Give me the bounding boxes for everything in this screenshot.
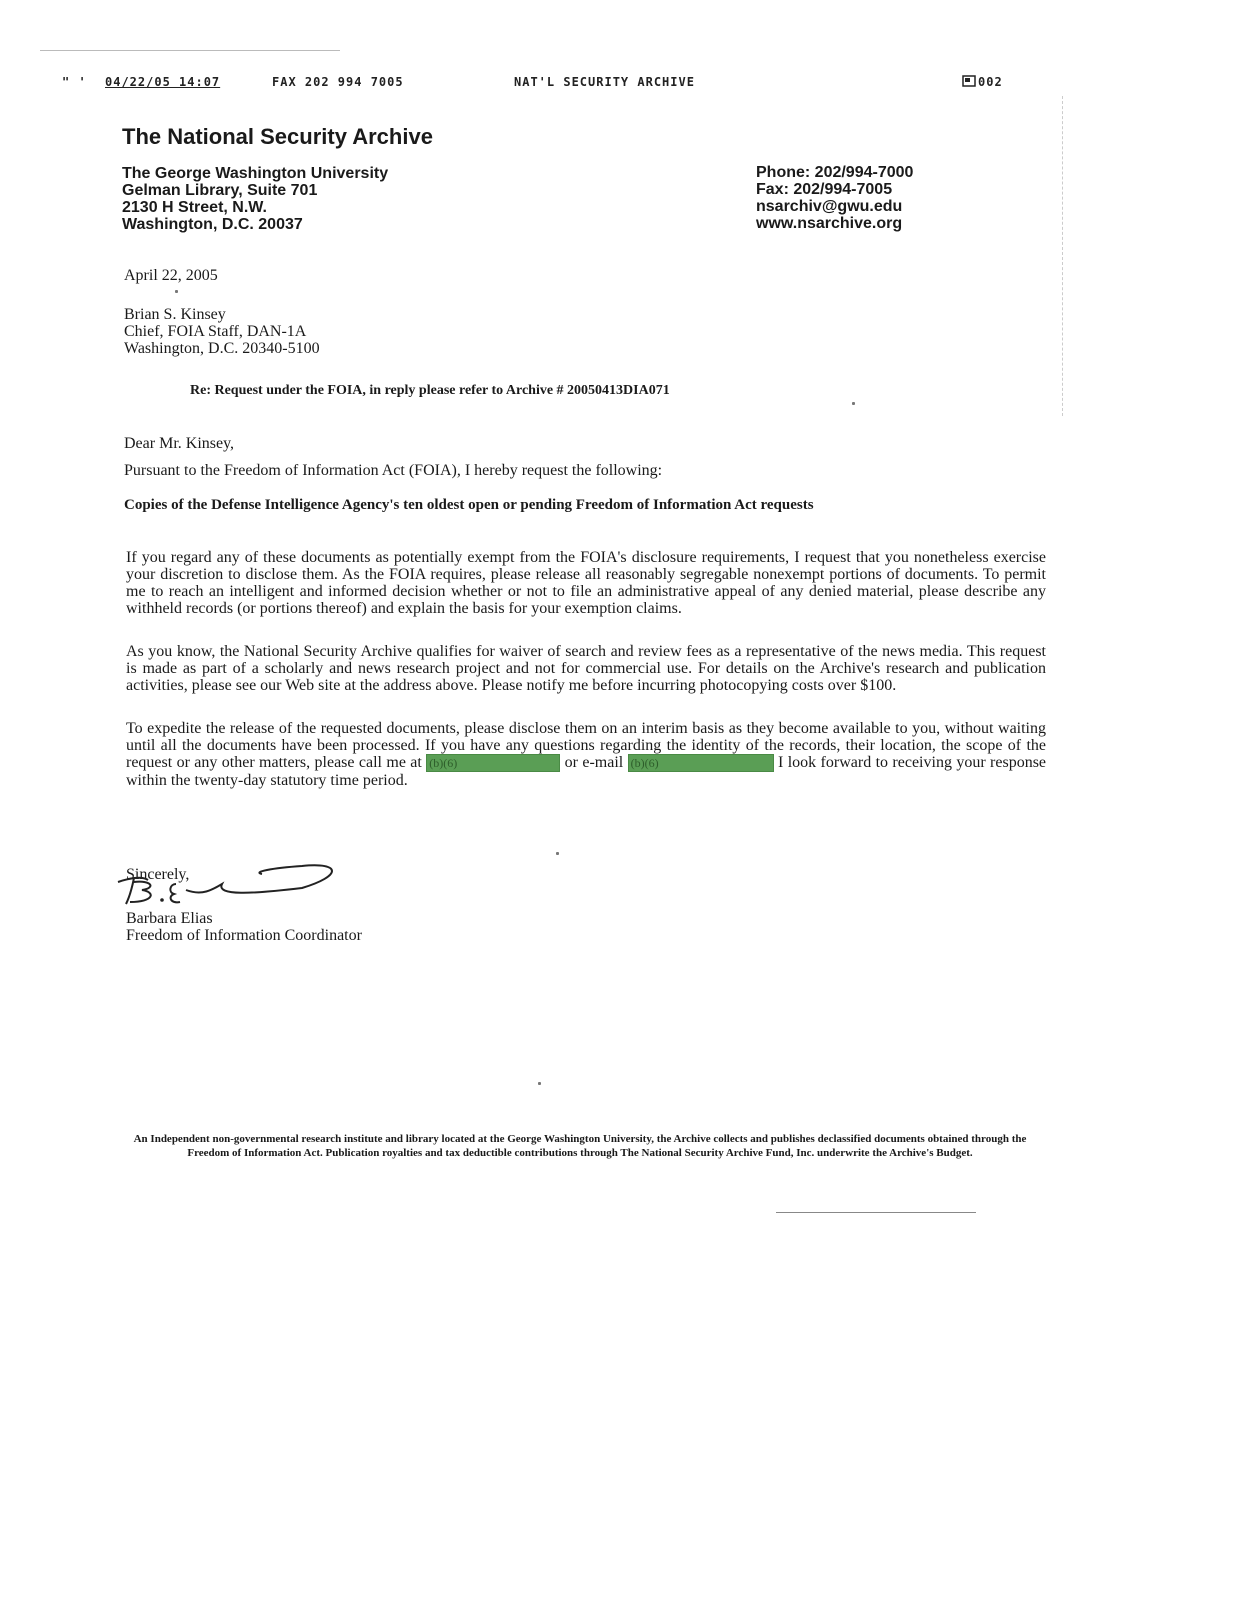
fax-number: FAX 202 994 7005 xyxy=(272,75,404,89)
paragraph-exemptions: If you regard any of these documents as potentially exempt from the FOIA's disclosure requirements, I request that you nonetheless exercise your discretion to disclose them. As the FOIA requires, please release all reasonably segregable nonexempt portions of documents. To permit me to reach an intelligent and informed decision whether or not to file an administrative appeal of any denied material, please describe any withheld records (or portions thereof) and explain the basis for your exemption claims. xyxy=(126,549,1046,617)
scan-artifact-line xyxy=(40,50,340,51)
footer-note: An Independent non-governmental research institute and library located at the George Washington University, the Archive collects and publishes declassified documents obtained through the Freedom of Information Act. Publication royalties and tax deductible contributions through The National Security Archive Fund, Inc. underwrite the Archive's Budget. xyxy=(133,1133,1027,1159)
fax-page-icon xyxy=(962,75,976,90)
recipient-block xyxy=(124,306,320,357)
signer-name: Barbara Elias xyxy=(126,910,213,927)
scan-speck xyxy=(538,1082,541,1085)
address-line: Washington, D.C. 20037 xyxy=(122,216,303,233)
letterhead-contact xyxy=(756,164,913,232)
paragraph-fee-waiver: As you know, the National Security Archive qualifies for waiver of search and review fees as a representative of the news media. This request is made as part of a scholarly and news research project and not for commercial use. For details on the Archive's research and publication activities, please see our Web site at the address above. Please notify me before incurring photocopying costs over $100. xyxy=(126,643,1046,694)
handwritten-signature xyxy=(112,862,352,924)
fax-date-time: 04/22/05 14:07 xyxy=(105,75,221,89)
contact-website: www.nsarchive.org xyxy=(756,215,903,232)
redaction-box-email: (b)(6) xyxy=(628,754,774,772)
scan-speck xyxy=(852,402,855,405)
expedite-text: To expedite the release of the requested documents, please disclose them on an interim basis as they become available to you, without waiting until all the documents have been processed. If you have any questions regarding the identity of the records, their location, the scope of the request or any other matters, please call me at xyxy=(126,720,1046,771)
email-label: or e-mail xyxy=(564,754,624,771)
scan-speck xyxy=(175,290,178,293)
recipient-title: Chief, FOIA Staff, DAN-1A xyxy=(124,323,307,340)
address-line: 2130 H Street, N.W. xyxy=(122,199,267,216)
contact-fax: Fax: 202/994-7005 xyxy=(756,181,893,198)
address-line: Gelman Library, Suite 701 xyxy=(122,182,318,199)
recipient-city: Washington, D.C. 20340-5100 xyxy=(124,340,320,357)
paragraph-expedite xyxy=(126,720,1046,789)
letter-date: April 22, 2005 xyxy=(124,267,218,284)
fax-prefix: " ' xyxy=(62,75,87,89)
re-line: Re: Request under the FOIA, in reply please refer to Archive # 20050413DIA071 xyxy=(190,383,670,398)
scan-artifact-line xyxy=(776,1212,976,1213)
scan-speck xyxy=(556,852,559,855)
letterhead-address xyxy=(122,165,388,233)
signer-title: Freedom of Information Coordinator xyxy=(126,927,362,944)
pursuant-line: Pursuant to the Freedom of Information Act (FOIA), I hereby request the following: xyxy=(124,462,663,479)
scan-edge-artifact xyxy=(1062,96,1064,416)
organization-title: The National Security Archive xyxy=(122,124,433,149)
fax-header xyxy=(62,75,1022,93)
fax-sender: NAT'L SECURITY ARCHIVE xyxy=(514,75,695,89)
recipient-name: Brian S. Kinsey xyxy=(124,306,226,323)
closing-request-text: I look forward to receiving your response within the twenty-day statutory time period. xyxy=(126,754,1047,789)
redaction-box-phone: (b)(6) xyxy=(426,754,560,772)
request-description: Copies of the Defense Intelligence Agency's ten oldest open or pending Freedom of Information Act requests xyxy=(124,497,814,513)
contact-email: nsarchiv@gwu.edu xyxy=(756,198,903,215)
salutation: Dear Mr. Kinsey, xyxy=(124,435,235,452)
address-line: The George Washington University xyxy=(122,165,389,182)
fax-page-number: 002 xyxy=(978,75,1003,89)
closing: Sincerely, xyxy=(126,866,190,883)
contact-phone: Phone: 202/994-7000 xyxy=(756,164,914,181)
